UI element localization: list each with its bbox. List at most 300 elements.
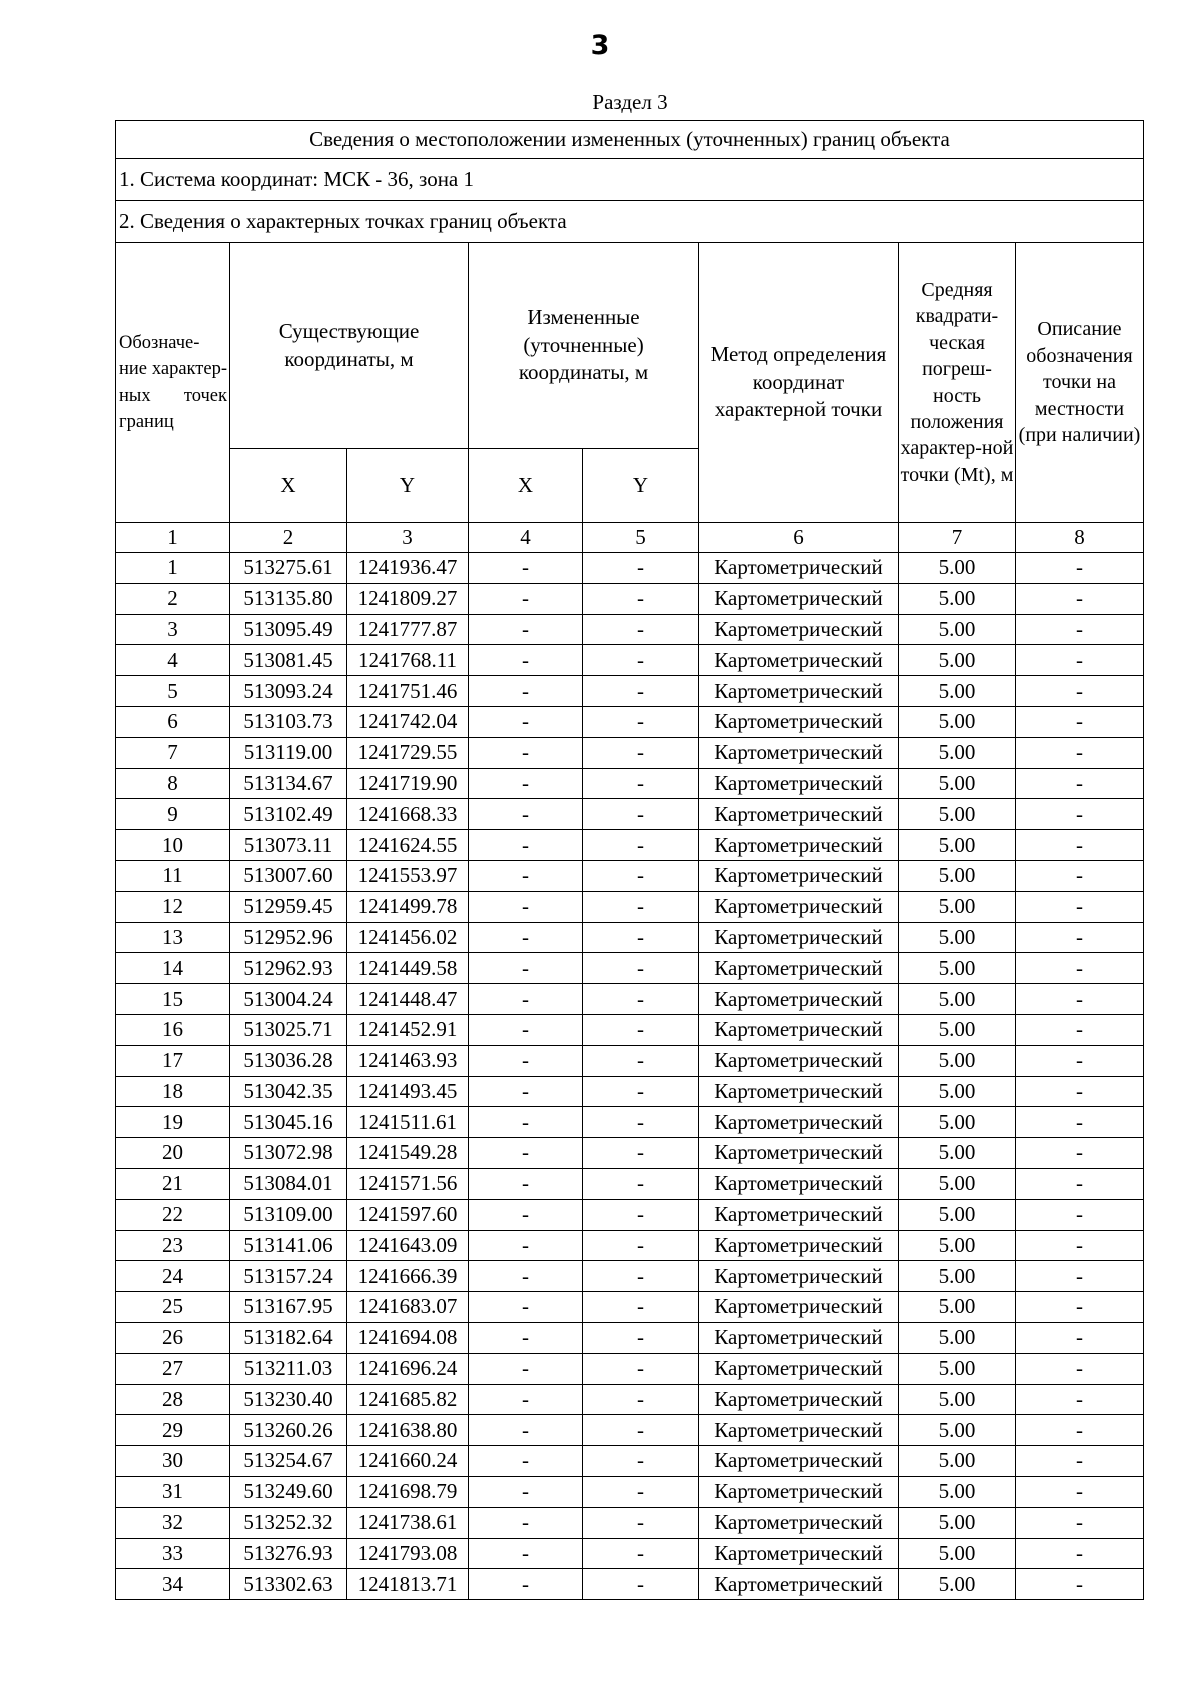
cell-description: - <box>1016 706 1144 737</box>
cell-method: Картометрический <box>699 553 899 584</box>
cell-changed-x: - <box>469 953 583 984</box>
cell-existing-y: 1241452.91 <box>347 1014 469 1045</box>
cell-existing-x: 513182.64 <box>230 1322 347 1353</box>
cell-existing-y: 1241685.82 <box>347 1384 469 1415</box>
cell-mean-square-error: 5.00 <box>899 1569 1016 1600</box>
cell-point-number: 11 <box>116 860 230 891</box>
cell-description: - <box>1016 645 1144 676</box>
table-row <box>116 583 1144 614</box>
cell-changed-y: - <box>583 737 699 768</box>
cell-mean-square-error: 5.00 <box>899 953 1016 984</box>
header-existing-coordinates: Существующие координаты, м <box>230 243 469 449</box>
table-row <box>116 1322 1144 1353</box>
cell-mean-square-error: 5.00 <box>899 1045 1016 1076</box>
cell-point-number: 7 <box>116 737 230 768</box>
cell-description: - <box>1016 1507 1144 1538</box>
cell-description: - <box>1016 953 1144 984</box>
table-row <box>116 1230 1144 1261</box>
cell-method: Картометрический <box>699 1261 899 1292</box>
cell-mean-square-error: 5.00 <box>899 1507 1016 1538</box>
cell-mean-square-error: 5.00 <box>899 799 1016 830</box>
cell-mean-square-error: 5.00 <box>899 1415 1016 1446</box>
cell-mean-square-error: 5.00 <box>899 1230 1016 1261</box>
cell-description: - <box>1016 1168 1144 1199</box>
cell-changed-x: - <box>469 737 583 768</box>
cell-point-number: 19 <box>116 1107 230 1138</box>
cell-changed-y: - <box>583 1507 699 1538</box>
header-changed-x: X <box>469 449 583 523</box>
table-row <box>116 553 1144 584</box>
cell-changed-y: - <box>583 1168 699 1199</box>
cell-description: - <box>1016 1292 1144 1323</box>
table-row <box>116 830 1144 861</box>
table-row <box>116 1138 1144 1169</box>
table-row <box>116 1261 1144 1292</box>
column-number: 2 <box>230 523 347 553</box>
cell-changed-y: - <box>583 1199 699 1230</box>
cell-description: - <box>1016 860 1144 891</box>
cell-changed-x: - <box>469 1353 583 1384</box>
cell-mean-square-error: 5.00 <box>899 645 1016 676</box>
cell-existing-x: 513109.00 <box>230 1199 347 1230</box>
cell-method: Картометрический <box>699 1415 899 1446</box>
cell-description: - <box>1016 1538 1144 1569</box>
cell-description: - <box>1016 1476 1144 1507</box>
cell-method: Картометрический <box>699 645 899 676</box>
cell-description: - <box>1016 1446 1144 1477</box>
cell-changed-y: - <box>583 614 699 645</box>
cell-existing-y: 1241719.90 <box>347 768 469 799</box>
cell-method: Картометрический <box>699 1322 899 1353</box>
cell-point-number: 23 <box>116 1230 230 1261</box>
cell-point-number: 26 <box>116 1322 230 1353</box>
cell-mean-square-error: 5.00 <box>899 860 1016 891</box>
cell-existing-x: 513004.24 <box>230 984 347 1015</box>
cell-existing-x: 513025.71 <box>230 1014 347 1045</box>
cell-existing-y: 1241668.33 <box>347 799 469 830</box>
cell-mean-square-error: 5.00 <box>899 922 1016 953</box>
table-row <box>116 922 1144 953</box>
cell-existing-x: 513276.93 <box>230 1538 347 1569</box>
cell-changed-x: - <box>469 1045 583 1076</box>
cell-changed-y: - <box>583 676 699 707</box>
cell-changed-y: - <box>583 922 699 953</box>
cell-point-number: 32 <box>116 1507 230 1538</box>
cell-existing-x: 513045.16 <box>230 1107 347 1138</box>
cell-changed-y: - <box>583 1107 699 1138</box>
cell-changed-x: - <box>469 676 583 707</box>
cell-description: - <box>1016 1353 1144 1384</box>
cell-existing-y: 1241624.55 <box>347 830 469 861</box>
cell-existing-x: 513084.01 <box>230 1168 347 1199</box>
cell-existing-y: 1241694.08 <box>347 1322 469 1353</box>
cell-existing-x: 513072.98 <box>230 1138 347 1169</box>
cell-changed-x: - <box>469 1292 583 1323</box>
cell-description: - <box>1016 799 1144 830</box>
table-row <box>116 1045 1144 1076</box>
cell-method: Картометрический <box>699 1230 899 1261</box>
header-description: Описание обозначения точки на местности (при наличии) <box>1016 243 1144 523</box>
cell-existing-x: 513102.49 <box>230 799 347 830</box>
cell-existing-x: 513252.32 <box>230 1507 347 1538</box>
cell-existing-x: 513073.11 <box>230 830 347 861</box>
cell-point-number: 28 <box>116 1384 230 1415</box>
cell-method: Картометрический <box>699 1138 899 1169</box>
header-designation: Обозначе-ние характер-ных точек границ <box>116 243 230 523</box>
table-row <box>116 1353 1144 1384</box>
cell-description: - <box>1016 1014 1144 1045</box>
cell-method: Картометрический <box>699 1045 899 1076</box>
cell-changed-x: - <box>469 1261 583 1292</box>
cell-existing-x: 513134.67 <box>230 768 347 799</box>
cell-description: - <box>1016 737 1144 768</box>
cell-existing-x: 513007.60 <box>230 860 347 891</box>
cell-mean-square-error: 5.00 <box>899 1261 1016 1292</box>
cell-mean-square-error: 5.00 <box>899 706 1016 737</box>
header-changed-coordinates: Измененные (уточненные) координаты, м <box>469 243 699 449</box>
cell-point-number: 12 <box>116 891 230 922</box>
cell-existing-x: 512952.96 <box>230 922 347 953</box>
cell-changed-x: - <box>469 1014 583 1045</box>
cell-changed-y: - <box>583 1446 699 1477</box>
cell-point-number: 5 <box>116 676 230 707</box>
cell-point-number: 30 <box>116 1446 230 1477</box>
cell-point-number: 2 <box>116 583 230 614</box>
cell-existing-x: 513141.06 <box>230 1230 347 1261</box>
cell-changed-y: - <box>583 984 699 1015</box>
cell-point-number: 21 <box>116 1168 230 1199</box>
cell-point-number: 20 <box>116 1138 230 1169</box>
page-number: 3 <box>590 30 610 61</box>
cell-changed-x: - <box>469 1415 583 1446</box>
cell-description: - <box>1016 891 1144 922</box>
cell-point-number: 14 <box>116 953 230 984</box>
cell-method: Картометрический <box>699 614 899 645</box>
cell-changed-x: - <box>469 1322 583 1353</box>
cell-point-number: 10 <box>116 830 230 861</box>
cell-existing-y: 1241729.55 <box>347 737 469 768</box>
table-row <box>116 706 1144 737</box>
cell-method: Картометрический <box>699 1353 899 1384</box>
table-row <box>116 1415 1144 1446</box>
cell-description: - <box>1016 1138 1144 1169</box>
cell-mean-square-error: 5.00 <box>899 1384 1016 1415</box>
cell-existing-y: 1241696.24 <box>347 1353 469 1384</box>
cell-existing-y: 1241698.79 <box>347 1476 469 1507</box>
cell-changed-y: - <box>583 953 699 984</box>
section-label: Раздел 3 <box>592 90 668 114</box>
column-number: 3 <box>347 523 469 553</box>
cell-mean-square-error: 5.00 <box>899 1138 1016 1169</box>
cell-method: Картометрический <box>699 799 899 830</box>
cell-changed-y: - <box>583 1292 699 1323</box>
cell-changed-y: - <box>583 1261 699 1292</box>
cell-changed-x: - <box>469 1107 583 1138</box>
cell-changed-y: - <box>583 860 699 891</box>
table-row <box>116 1384 1144 1415</box>
cell-existing-x: 513081.45 <box>230 645 347 676</box>
cell-changed-x: - <box>469 1476 583 1507</box>
cell-changed-y: - <box>583 1014 699 1045</box>
cell-description: - <box>1016 583 1144 614</box>
header-existing-y: Y <box>347 449 469 523</box>
cell-point-number: 15 <box>116 984 230 1015</box>
cell-point-number: 29 <box>116 1415 230 1446</box>
table-row <box>116 1076 1144 1107</box>
cell-point-number: 16 <box>116 1014 230 1045</box>
cell-method: Картометрический <box>699 768 899 799</box>
cell-changed-y: - <box>583 1415 699 1446</box>
cell-description: - <box>1016 676 1144 707</box>
cell-method: Картометрический <box>699 583 899 614</box>
table-row <box>116 1107 1144 1138</box>
cell-changed-y: - <box>583 553 699 584</box>
cell-point-number: 18 <box>116 1076 230 1107</box>
cell-changed-x: - <box>469 799 583 830</box>
cell-mean-square-error: 5.00 <box>899 1076 1016 1107</box>
cell-mean-square-error: 5.00 <box>899 737 1016 768</box>
cell-existing-x: 513135.80 <box>230 583 347 614</box>
cell-existing-x: 513095.49 <box>230 614 347 645</box>
cell-method: Картометрический <box>699 1507 899 1538</box>
column-number: 1 <box>116 523 230 553</box>
cell-method: Картометрический <box>699 891 899 922</box>
cell-method: Картометрический <box>699 1476 899 1507</box>
table-row <box>116 676 1144 707</box>
cell-mean-square-error: 5.00 <box>899 553 1016 584</box>
cell-changed-y: - <box>583 1384 699 1415</box>
cell-existing-y: 1241751.46 <box>347 676 469 707</box>
cell-method: Картометрический <box>699 984 899 1015</box>
cell-method: Картометрический <box>699 1292 899 1323</box>
cell-mean-square-error: 5.00 <box>899 768 1016 799</box>
header-mean-square-error: Средняя квадрати-ческая погреш-ность положения характер-ной точки (Mt), м <box>899 243 1016 523</box>
cell-existing-y: 1241809.27 <box>347 583 469 614</box>
cell-existing-y: 1241511.61 <box>347 1107 469 1138</box>
cell-changed-x: - <box>469 553 583 584</box>
cell-existing-y: 1241813.71 <box>347 1569 469 1600</box>
cell-point-number: 3 <box>116 614 230 645</box>
cell-existing-y: 1241638.80 <box>347 1415 469 1446</box>
cell-changed-x: - <box>469 1199 583 1230</box>
cell-existing-y: 1241738.61 <box>347 1507 469 1538</box>
cell-mean-square-error: 5.00 <box>899 1107 1016 1138</box>
cell-mean-square-error: 5.00 <box>899 583 1016 614</box>
table-row <box>116 645 1144 676</box>
cell-point-number: 1 <box>116 553 230 584</box>
cell-method: Картометрический <box>699 953 899 984</box>
cell-point-number: 8 <box>116 768 230 799</box>
cell-description: - <box>1016 830 1144 861</box>
boundary-points-table <box>115 120 1144 1600</box>
cell-description: - <box>1016 1230 1144 1261</box>
cell-existing-x: 513249.60 <box>230 1476 347 1507</box>
cell-changed-y: - <box>583 1569 699 1600</box>
cell-mean-square-error: 5.00 <box>899 1322 1016 1353</box>
table-row <box>116 1292 1144 1323</box>
cell-existing-y: 1241683.07 <box>347 1292 469 1323</box>
cell-existing-y: 1241793.08 <box>347 1538 469 1569</box>
table-row <box>116 1168 1144 1199</box>
cell-changed-y: - <box>583 583 699 614</box>
cell-mean-square-error: 5.00 <box>899 614 1016 645</box>
cell-mean-square-error: 5.00 <box>899 830 1016 861</box>
cell-existing-y: 1241549.28 <box>347 1138 469 1169</box>
cell-existing-y: 1241553.97 <box>347 860 469 891</box>
cell-description: - <box>1016 553 1144 584</box>
cell-changed-x: - <box>469 922 583 953</box>
cell-description: - <box>1016 1384 1144 1415</box>
header-method: Метод определения координат характерной точки <box>699 243 899 523</box>
cell-description: - <box>1016 1322 1144 1353</box>
cell-mean-square-error: 5.00 <box>899 1292 1016 1323</box>
cell-existing-y: 1241493.45 <box>347 1076 469 1107</box>
header-existing-x: X <box>230 449 347 523</box>
cell-mean-square-error: 5.00 <box>899 984 1016 1015</box>
cell-point-number: 17 <box>116 1045 230 1076</box>
cell-changed-y: - <box>583 799 699 830</box>
cell-changed-x: - <box>469 768 583 799</box>
table-row <box>116 1507 1144 1538</box>
cell-existing-x: 513157.24 <box>230 1261 347 1292</box>
cell-description: - <box>1016 1569 1144 1600</box>
cell-existing-x: 513230.40 <box>230 1384 347 1415</box>
cell-existing-y: 1241777.87 <box>347 614 469 645</box>
cell-method: Картометрический <box>699 1199 899 1230</box>
cell-point-number: 27 <box>116 1353 230 1384</box>
cell-existing-y: 1241448.47 <box>347 984 469 1015</box>
cell-mean-square-error: 5.00 <box>899 1199 1016 1230</box>
cell-changed-x: - <box>469 1168 583 1199</box>
table-row <box>116 737 1144 768</box>
cell-method: Картометрический <box>699 1014 899 1045</box>
coordinate-system: 1. Система координат: МСК - 36, зона 1 <box>116 159 1144 201</box>
cell-method: Картометрический <box>699 1107 899 1138</box>
table-row <box>116 614 1144 645</box>
cell-method: Картометрический <box>699 922 899 953</box>
cell-changed-x: - <box>469 1384 583 1415</box>
cell-changed-y: - <box>583 1138 699 1169</box>
cell-existing-x: 513302.63 <box>230 1569 347 1600</box>
cell-point-number: 31 <box>116 1476 230 1507</box>
cell-existing-y: 1241666.39 <box>347 1261 469 1292</box>
cell-existing-y: 1241660.24 <box>347 1446 469 1477</box>
cell-method: Картометрический <box>699 737 899 768</box>
column-number: 4 <box>469 523 583 553</box>
column-numbers-row <box>116 523 1144 553</box>
column-number: 6 <box>699 523 899 553</box>
cell-existing-x: 512962.93 <box>230 953 347 984</box>
cell-changed-x: - <box>469 984 583 1015</box>
cell-description: - <box>1016 1045 1144 1076</box>
cell-method: Картометрический <box>699 860 899 891</box>
cell-existing-x: 513042.35 <box>230 1076 347 1107</box>
cell-existing-y: 1241456.02 <box>347 922 469 953</box>
cell-mean-square-error: 5.00 <box>899 1168 1016 1199</box>
cell-description: - <box>1016 1107 1144 1138</box>
cell-point-number: 34 <box>116 1569 230 1600</box>
cell-existing-y: 1241742.04 <box>347 706 469 737</box>
cell-changed-x: - <box>469 645 583 676</box>
table-row <box>116 1476 1144 1507</box>
cell-mean-square-error: 5.00 <box>899 1538 1016 1569</box>
cell-description: - <box>1016 984 1144 1015</box>
cell-mean-square-error: 5.00 <box>899 676 1016 707</box>
cell-description: - <box>1016 768 1144 799</box>
column-number: 8 <box>1016 523 1144 553</box>
cell-changed-x: - <box>469 1138 583 1169</box>
cell-description: - <box>1016 1199 1144 1230</box>
cell-existing-x: 512959.45 <box>230 891 347 922</box>
table-row <box>116 1199 1144 1230</box>
cell-changed-x: - <box>469 1230 583 1261</box>
table-row <box>116 1014 1144 1045</box>
cell-changed-x: - <box>469 1538 583 1569</box>
cell-changed-y: - <box>583 706 699 737</box>
cell-method: Картометрический <box>699 1076 899 1107</box>
cell-changed-x: - <box>469 891 583 922</box>
cell-changed-x: - <box>469 830 583 861</box>
cell-existing-y: 1241449.58 <box>347 953 469 984</box>
cell-changed-x: - <box>469 1446 583 1477</box>
cell-point-number: 9 <box>116 799 230 830</box>
cell-changed-y: - <box>583 1538 699 1569</box>
cell-method: Картометрический <box>699 1538 899 1569</box>
cell-description: - <box>1016 1076 1144 1107</box>
column-number: 5 <box>583 523 699 553</box>
cell-changed-x: - <box>469 614 583 645</box>
cell-existing-x: 513093.24 <box>230 676 347 707</box>
table-row <box>116 799 1144 830</box>
cell-method: Картометрический <box>699 1569 899 1600</box>
cell-point-number: 6 <box>116 706 230 737</box>
table-row <box>116 860 1144 891</box>
cell-existing-y: 1241936.47 <box>347 553 469 584</box>
cell-changed-y: - <box>583 1230 699 1261</box>
cell-changed-y: - <box>583 768 699 799</box>
cell-changed-y: - <box>583 1353 699 1384</box>
table-row <box>116 891 1144 922</box>
table-row <box>116 1538 1144 1569</box>
cell-changed-y: - <box>583 1476 699 1507</box>
points-heading: 2. Сведения о характерных точках границ объекта <box>116 201 1144 243</box>
cell-existing-x: 513103.73 <box>230 706 347 737</box>
table-row <box>116 953 1144 984</box>
cell-mean-square-error: 5.00 <box>899 1446 1016 1477</box>
cell-changed-y: - <box>583 645 699 676</box>
cell-changed-x: - <box>469 706 583 737</box>
cell-existing-y: 1241768.11 <box>347 645 469 676</box>
cell-description: - <box>1016 614 1144 645</box>
cell-existing-x: 513254.67 <box>230 1446 347 1477</box>
cell-existing-x: 513036.28 <box>230 1045 347 1076</box>
cell-existing-y: 1241463.93 <box>347 1045 469 1076</box>
cell-changed-y: - <box>583 1322 699 1353</box>
cell-mean-square-error: 5.00 <box>899 1476 1016 1507</box>
header-changed-y: Y <box>583 449 699 523</box>
cell-method: Картометрический <box>699 1168 899 1199</box>
table-row <box>116 768 1144 799</box>
cell-mean-square-error: 5.00 <box>899 1014 1016 1045</box>
cell-mean-square-error: 5.00 <box>899 1353 1016 1384</box>
cell-changed-y: - <box>583 1076 699 1107</box>
cell-existing-x: 513275.61 <box>230 553 347 584</box>
cell-existing-y: 1241597.60 <box>347 1199 469 1230</box>
table-row <box>116 1569 1144 1600</box>
cell-existing-x: 513167.95 <box>230 1292 347 1323</box>
cell-description: - <box>1016 1415 1144 1446</box>
cell-existing-x: 513119.00 <box>230 737 347 768</box>
